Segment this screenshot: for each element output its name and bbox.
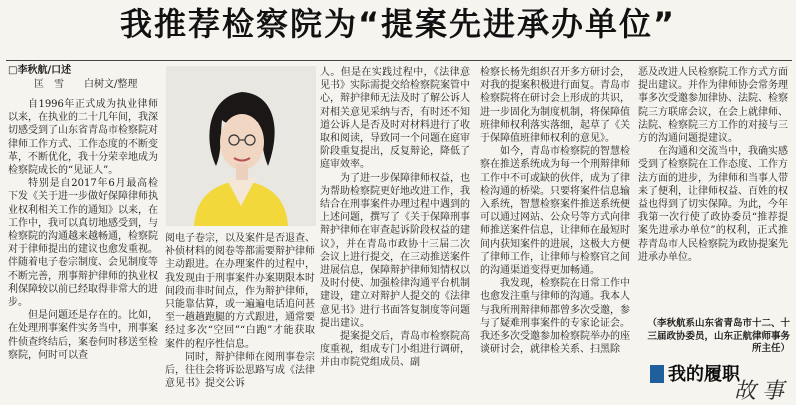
article-column-2 [165, 232, 315, 398]
paragraph: 特别是自2017年6月最高检下发《关于进一步做好保障律师执业权利相关工作的通知》以来，在工作中，我可以真切地感受到，与检察院的沟通越来越畅通，检察院对于律师提出的建议也愈发重视。伴随着电子卷宗制度、会见制度等不断完善，刑事辩护律师的执业权利保障较以前已经取得非常大的进步。 [8, 178, 158, 309]
section-logo-text: 我的履职 [668, 364, 740, 385]
headline: 我推荐检察院为“提案先进承办单位” [119, 5, 677, 43]
article-column-3 [320, 66, 470, 398]
section-logo-label [650, 360, 740, 386]
byline-narrator: □李秋航/口述 [8, 65, 72, 76]
article-column-4 [480, 66, 630, 398]
paragraph: 为了进一步保障律师权益，也为帮助检察院更好地改进工作，我结合在刑事案件办理过程中遇到的上述问题，撰写了《关于保障刑事辩护律师在审查起诉阶段权益的建议》，并在青岛市政协十三届二次会议上进行提交，在三动推送案件进展信息，保障辩护律师知情权以及时付使、加强检律沟通平台机制建设，建立对辩护人提交的《法律意见书》进行书面答复制度等问题提出建议。 [320, 172, 470, 329]
paragraph: 自1996年正式成为执业律师以来，在执业的二十几年间，我深切感受到了山东省青岛市检察院对律师工作方式、工作态度的不断变革，不断优化，我十分荣幸地成为检察院成长的“见证人”。 [8, 99, 158, 177]
section-logo-script: 故事 [733, 379, 790, 404]
paragraph: 在沟通和交流当中，我确实感受到了检察院在工作态度、工作方法方面的进步，为律师和当事人带来了便利，让律师权益、百姓的权益也得到了切实保障。为此，今年我第一次行使了政协委员“推荐提案先进承办单位”的权利，正式推荐青岛市人民检察院为政协提案先进承办单位。 [638, 146, 788, 263]
paragraph: 提案提交后，青岛市检察院高度重视，组成专门小组进行调研，并由市院党组成员、副 [320, 331, 470, 369]
paragraph: 检察长杨先组织召开多方研讨会，对我的提案积极进行面复。青岛市检察院将在研讨会上形成的共识，进一步固化为制度机制，将保障值班律师权利落实落细，起草了《关于保障值班律师权利的意见》。 [480, 67, 630, 145]
paragraph: 人。但是在实践过程中，《法律意见书》实际需提交给检察院案管中心，辩护律师无法及时了解公诉人对相关意见采纳与否，有时还不知道公诉人是否及时对材料进行了收取和阅读，导致同一个问题在庭审阶段重复提出，反复辩论，降低了庭审效率。 [320, 67, 470, 171]
section-marker-icon [650, 365, 664, 383]
paragraph: 恶及改进人民检察院工作方式方面提出建议。并作为律师协会常务理事多次受邀参加律协、法院、检察院三方联席会议，在会上就律师、法院、检察院三方工作的对接与三方的沟通问题提建议。 [638, 67, 788, 145]
header-divider [6, 60, 792, 61]
author-portrait [166, 66, 316, 226]
author-note: （李秋航系山东省青岛市十二、十三届政协委员，山东正航律师事务所主任） [647, 318, 790, 354]
byline-editors: 匡 雪 白树文/整理 [34, 79, 138, 90]
article-column-5 [638, 66, 788, 316]
byline [8, 64, 168, 92]
paragraph: 阅电子卷宗，以及案件是否退查、补侦材料的阅卷等都需要辩护律师主动跟进。在办理案件的过程中，我发现由于刑事案件办案期限本时间段而非时间点，作为辩护律师，只能靠估算，或一遍遍电话追问甚至一趟趟跑腿的方式跟进，通常要经过多次“空回”“白跑”才能获取案件的程序性信息。 [165, 233, 315, 350]
section-logo [650, 358, 792, 404]
paragraph: 我发现，检察院在日常工作中也愈发注重与律师的沟通。我本人与我所刑辩律师都曾多次受邀，参与了疑难刑事案件的专家论证会。我还多次受邀参加检察院举办的座谈研讨会，就律检关系、扫黑除 [480, 278, 630, 356]
paragraph: 但是问题还是存在的。比如，在处理刑事案件实务当中，刑事案件侦查终结后，案卷何时移送至检察院，何时可以查 [8, 310, 158, 361]
article-column-1 [8, 98, 158, 398]
paragraph: 同时，辩护律师在阅刑事卷宗后，往往会将诉讼思路写成《法律意见书》提交公诉 [165, 351, 315, 390]
paragraph: 如今，青岛市检察院的智慧检察在推送系统成为每一个刑辩律师工作中不可或缺的伙伴，成为了律检沟通的桥梁。只要将案件信息输入系统，智慧检察案件推送系统便可以通过网站、公众号等方式向律师推送案件信息，让律师在最短时间内获知案件的进展，这极大方便了律师工作，让律师与检察官之间的沟通渠道变得更加畅通。 [480, 146, 630, 277]
portrait-illustration [166, 66, 316, 226]
